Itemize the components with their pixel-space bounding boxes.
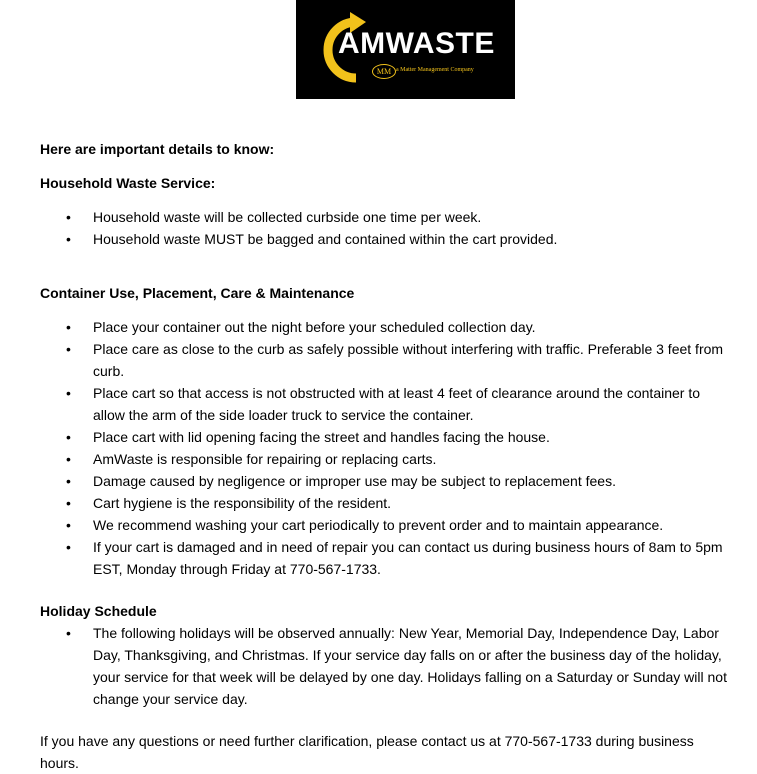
household-heading: Household Waste Service:	[40, 175, 216, 191]
list-item: • Place cart so that access is not obstructed with at least 4 feet of clearance around the container to allow the arm of the side loader truck to service the container.	[40, 382, 730, 426]
list-item: • If your cart is damaged and in need of repair you can contact us during business hours of 8am to 5pm EST, Monday through Friday at 770-567-1733.	[40, 536, 730, 580]
list-item: • Place your container out the night before your scheduled collection day.	[40, 316, 730, 338]
holiday-list	[40, 622, 730, 710]
container-list	[40, 316, 730, 580]
closing-paragraph: If you have any questions or need further clarification, please contact us at 770-567-1733 during business hours.	[40, 733, 694, 771]
logo-monogram: MM	[372, 64, 396, 79]
company-logo	[296, 0, 515, 99]
list-item: • The following holidays will be observed annually: New Year, Memorial Day, Independence Day, Labor Day, Thanksgiving, and Christmas. If your service day falls on or after the business day of the holiday, your service for that week will be delayed by one day. Holidays falling on a Saturday or Sunday will not change your service day.	[40, 622, 730, 710]
document-body	[40, 138, 730, 774]
list-item: • Damage caused by negligence or improper use may be subject to replacement fees.	[40, 470, 730, 492]
intro-heading: Here are important details to know:	[40, 141, 275, 157]
list-item: • Household waste will be collected curbside one time per week.	[40, 206, 730, 228]
list-item: • We recommend washing your cart periodically to prevent order and to maintain appearance.	[40, 514, 730, 536]
list-item: • Cart hygiene is the responsibility of the resident.	[40, 492, 730, 514]
list-item: • Place care as close to the curb as safely possible without interfering with traffic. Preferable 3 feet from curb.	[40, 338, 730, 382]
list-item: • Place cart with lid opening facing the street and handles facing the house.	[40, 426, 730, 448]
logo-tagline: a Matter Management Company	[396, 67, 474, 73]
list-item: • AmWaste is responsible for repairing or replacing carts.	[40, 448, 730, 470]
container-heading: Container Use, Placement, Care & Maintenance	[40, 285, 355, 301]
logo-wordmark: AMWASTE	[338, 27, 495, 60]
holiday-heading: Holiday Schedule	[40, 603, 157, 619]
list-item: • Household waste MUST be bagged and contained within the cart provided.	[40, 228, 730, 250]
household-list	[40, 206, 730, 250]
